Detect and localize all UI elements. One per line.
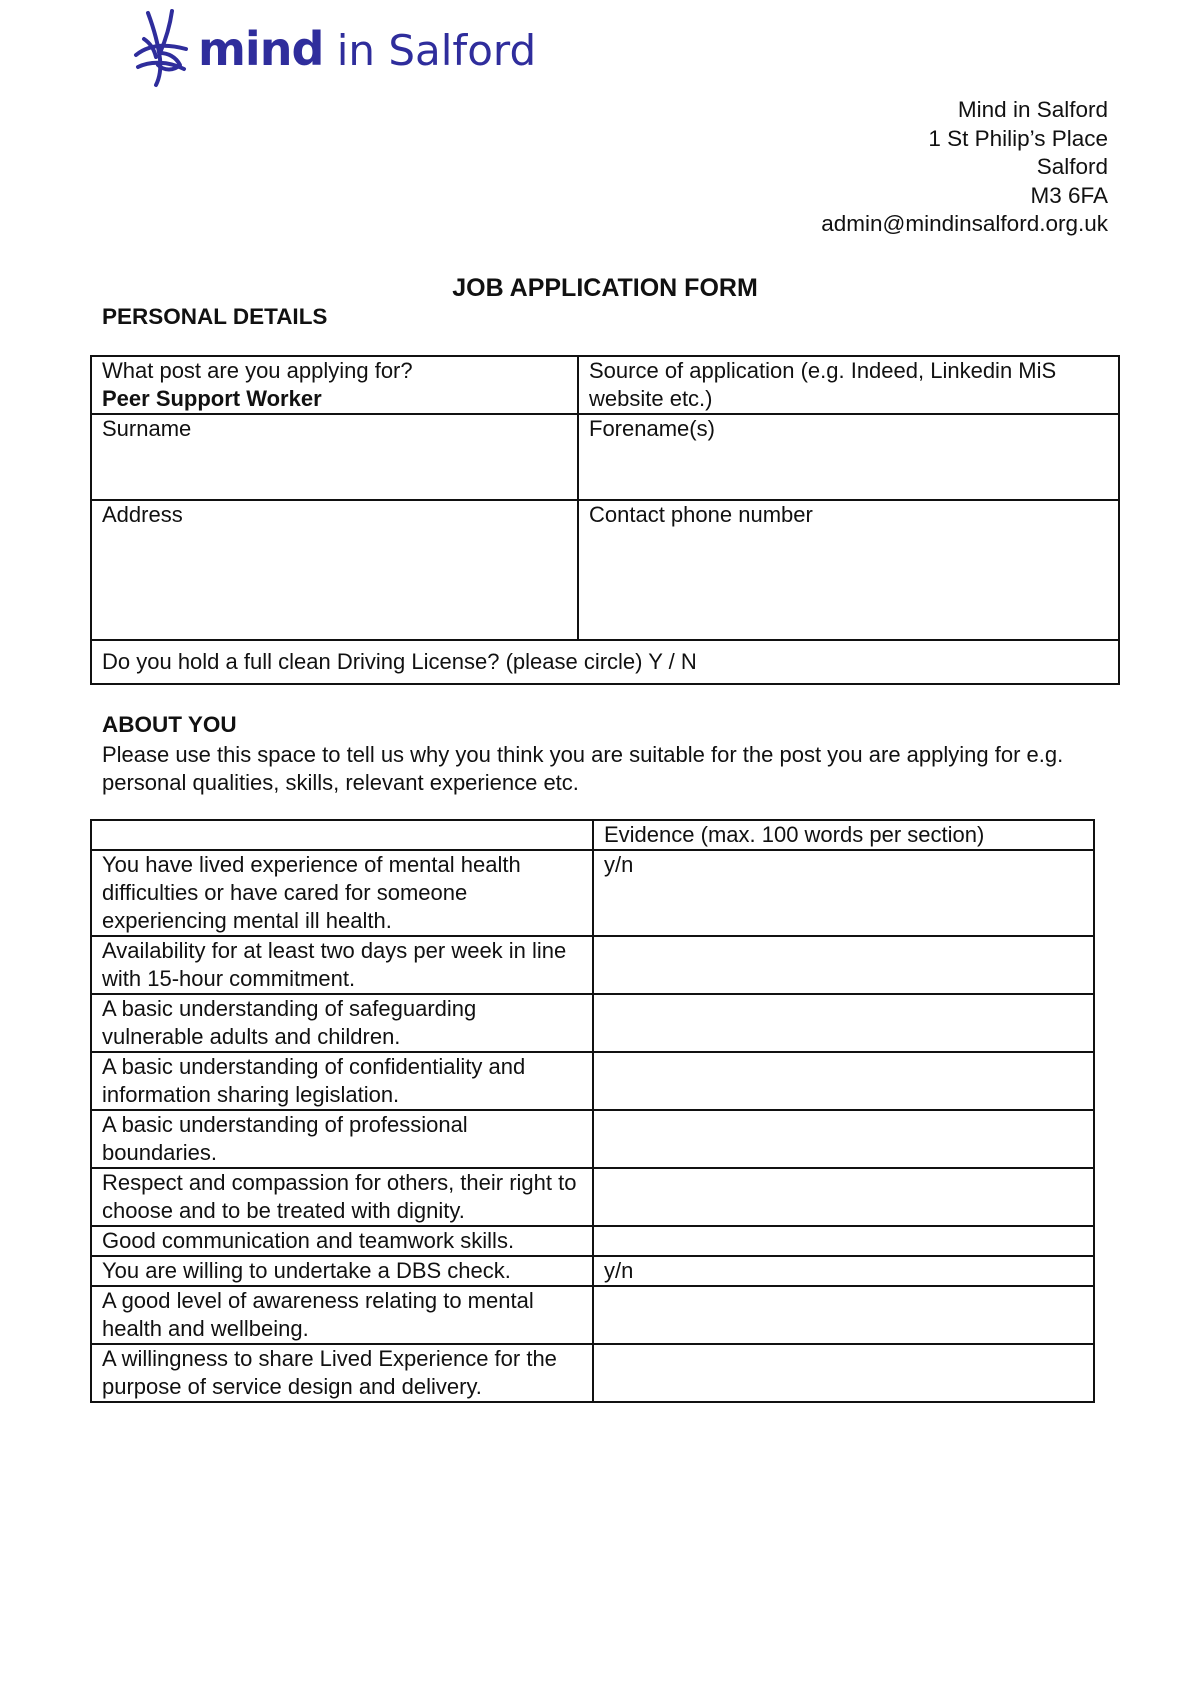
evidence-cell[interactable] [593,1344,1094,1402]
phone-label: Contact phone number [589,502,813,527]
criterion-cell [91,1052,593,1110]
criteria-table [90,819,1095,1403]
table-row [91,936,1094,994]
criterion-text: A basic understanding of professional boundaries. [102,1112,468,1165]
criterion-cell [91,1344,593,1402]
surname-label: Surname [102,416,192,441]
mind-in-salford-logo [130,6,536,92]
criterion-cell [91,936,593,994]
criterion-cell [91,1168,593,1226]
source-label: Source of application (e.g. Indeed, Linkedin MiS website etc.) [589,358,1057,411]
table-row [91,1110,1094,1168]
criterion-text: A willingness to share Lived Experience for the purpose of service design and delivery. [102,1346,557,1399]
criterion-text: A basic understanding of safeguarding vulnerable adults and children. [102,996,477,1049]
criterion-cell [91,994,593,1052]
criterion-cell [91,1286,593,1344]
post-value: Peer Support Worker [102,386,322,411]
criterion-cell [91,1256,593,1286]
criterion-text: A basic understanding of confidentiality and information sharing legislation. [102,1054,526,1107]
address-line-2: 1 St Philip’s Place [928,125,1108,151]
criterion-text: Availability for at least two days per week in line with 15-hour commitment. [102,938,567,991]
criterion-text: Good communication and teamwork skills. [102,1228,515,1253]
evidence-cell[interactable] [593,1110,1094,1168]
criterion-text: You have lived experience of mental health difficulties or have cared for someone experiencing mental ill health. [102,852,521,933]
evidence-text: y/n [604,852,634,877]
personal-details-table [90,355,1120,685]
evidence-header: Evidence (max. 100 words per section) [604,822,985,847]
logo-wordmark [198,22,536,76]
table-row [91,500,1119,640]
phone-cell[interactable] [578,500,1119,640]
table-row [91,414,1119,500]
criterion-text: A good level of awareness relating to mental health and wellbeing. [102,1288,534,1341]
evidence-text: y/n [604,1258,634,1283]
address-line-3: Salford [1036,154,1108,179]
table-row [91,820,1094,850]
table-row [91,1256,1094,1286]
table-row [91,850,1094,936]
criterion-text: You are willing to undertake a DBS check. [102,1258,511,1283]
personal-details-heading: PERSONAL DETAILS [102,304,328,329]
evidence-cell[interactable] [593,994,1094,1052]
evidence-cell[interactable] [593,1256,1094,1286]
evidence-cell[interactable] [593,1052,1094,1110]
table-row [91,1168,1094,1226]
form-title: JOB APPLICATION FORM [452,274,758,302]
evidence-cell[interactable] [593,1226,1094,1256]
address-label: Address [102,502,183,527]
source-cell[interactable] [578,356,1119,414]
table-row [91,1286,1094,1344]
criterion-cell [91,1110,593,1168]
mind-bird-logo-icon [130,9,194,89]
criterion-cell [91,1226,593,1256]
post-cell[interactable] [91,356,578,414]
evidence-cell[interactable] [593,1286,1094,1344]
forename-label: Forename(s) [589,416,715,441]
evidence-cell[interactable] [593,1168,1094,1226]
table-row [91,640,1119,684]
address-email: admin@mindinsalford.org.uk [821,211,1108,236]
criterion-cell [91,850,593,936]
table-row [91,1226,1094,1256]
table-row [91,994,1094,1052]
table-row [91,356,1119,414]
forename-cell[interactable] [578,414,1119,500]
evidence-header-cell [593,820,1094,850]
address-cell[interactable] [91,500,578,640]
evidence-cell[interactable] [593,936,1094,994]
table-row [91,1344,1094,1402]
logo-mind-word: mind [198,22,324,76]
address-line-1: Mind in Salford [957,97,1108,122]
evidence-cell[interactable] [593,850,1094,936]
driving-license-label: Do you hold a full clean Driving License? (please circle) Y / N [102,649,697,674]
criterion-text: Respect and compassion for others, their right to choose and to be treated with dignity. [102,1170,577,1223]
surname-cell[interactable] [91,414,578,500]
organisation-address [821,96,1108,239]
address-postcode: M3 6FA [1030,182,1108,208]
criteria-header-cell [91,820,593,850]
table-row [91,1052,1094,1110]
post-label: What post are you applying for? [102,358,413,383]
about-you-heading: ABOUT YOU [102,712,237,737]
driving-license-cell[interactable] [91,640,1119,684]
logo-suffix: in Salford [323,26,537,75]
about-you-intro: Please use this space to tell us why you think you are suitable for the post you are applying for e.g. personal qualities, skills, relevant experience etc. [102,742,1064,795]
